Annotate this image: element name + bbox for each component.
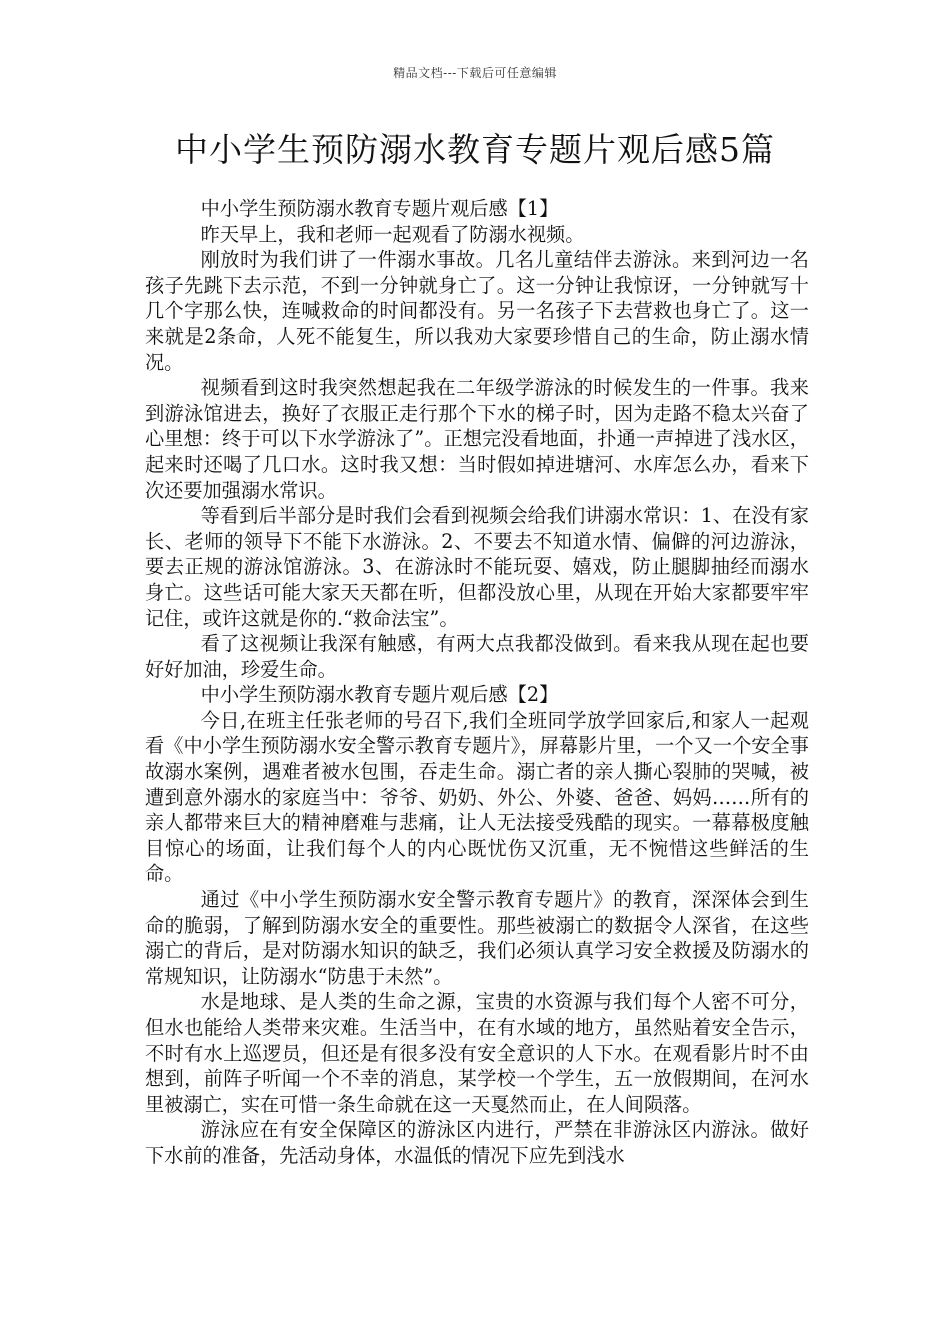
section-heading-2: 中小学生预防溺水教育专题片观后感【2】 — [200, 683, 559, 707]
paragraph: 等看到后半部分是时我们会看到视频会给我们讲溺水常识：1、在没有家长、老师的领导下不能下水游泳。2、不要去不知道水情、偏僻的河边游泳，要去正规的游泳馆游泳。3、在游泳时不能玩耍、嬉戏，防止腿脚抽经而溺水身亡。这些话可能大家天天都在听，但都没放心里，从现在开始大家都要牢牢记住，或许这就是你的.“救命法宝”。 — [145, 504, 809, 630]
document-title: 中小学生预防溺水教育专题片观后感5篇 — [175, 130, 775, 169]
paragraph: 视频看到这时我突然想起我在二年级学游泳的时候发生的一件事。我来到游泳馆进去，换好了衣服正走行那个下水的梯子时，因为走路不稳太兴奋了心里想：终于可以下水学游泳了”。正想完没看地面，扑通一声掉进了浅水区，起来时还喝了几口水。这时我又想：当时假如掉进塘河、水库怎么办，看来下次还要加强溺水常识。 — [145, 376, 809, 502]
paragraph: 通过《中小学生预防溺水安全警示教育专题片》的教育，深深体会到生命的脆弱，了解到防溺水安全的重要性。那些被溺亡的数据令人深省，在这些溺亡的背后，是对防溺水知识的缺乏，我们必须认真学习安全救援及防溺水的常规知识，让防溺水“防患于未然”。 — [145, 888, 809, 988]
paragraph: 昨天早上，我和老师一起观看了防溺水视频。 — [200, 222, 585, 246]
paragraph: 游泳应在有安全保障区的游泳区内进行，严禁在非游泳区内游泳。做好下水前的准备，先活动身体，水温低的情况下应先到浅水 — [145, 1118, 809, 1167]
section-heading-1: 中小学生预防溺水教育专题片观后感【1】 — [200, 197, 559, 220]
paragraph: 刚放时为我们讲了一件溺水事故。几名儿童结伴去游泳。来到河边一名孩子先跳下去示范，不到一分钟就身亡了。这一分钟让我惊讶，一分钟就写十几个字那么快，连喊救命的时间都没有。另一名孩子下去营救也身亡了。这一来就是2条命，人死不能复生，所以我劝大家要珍惜自己的生命，防止溺水情况。 — [145, 248, 809, 374]
paragraph: 水是地球、是人类的生命之源，宝贵的水资源与我们每个人密不可分，但水也能给人类带来灾难。生活当中，在有水域的地方，虽然贴着安全告示，不时有水上巡逻员，但还是有很多没有安全意识的人下水。在观看影片时不由想到，前阵子听闻一个不幸的消息，某学校一个学生，五一放假期间，在河水里被溺亡，实在可惜一条生命就在这一天戛然而止，在人间陨落。 — [145, 990, 809, 1116]
document-body — [145, 196, 809, 1169]
paragraph: 看了这视频让我深有触感，有两大点我都没做到。看来我从现在起也要好好加油，珍爱生命。 — [145, 632, 809, 681]
paragraph: 今日,在班主任张老师的号召下,我们全班同学放学回家后,和家人一起观看《中小学生预防溺水安全警示教育专题片》，屏幕影片里，一个又一个安全事故溺水案例，遇难者被水包围，吞走生命。溺亡者的亲人撕心裂肺的哭喊，被遭到意外溺水的家庭当中：爷爷、奶奶、外公、外婆、爸爸、妈妈……所有的亲人都带来巨大的精神磨难与悲痛，让人无法接受残酷的现实。一幕幕极度触目惊心的场面，让我们每个人的内心既忧伤又沉重，无不惋惜这些鲜活的生命。 — [145, 708, 809, 886]
header-note: 精品文档---下载后可任意编辑 — [393, 66, 557, 80]
